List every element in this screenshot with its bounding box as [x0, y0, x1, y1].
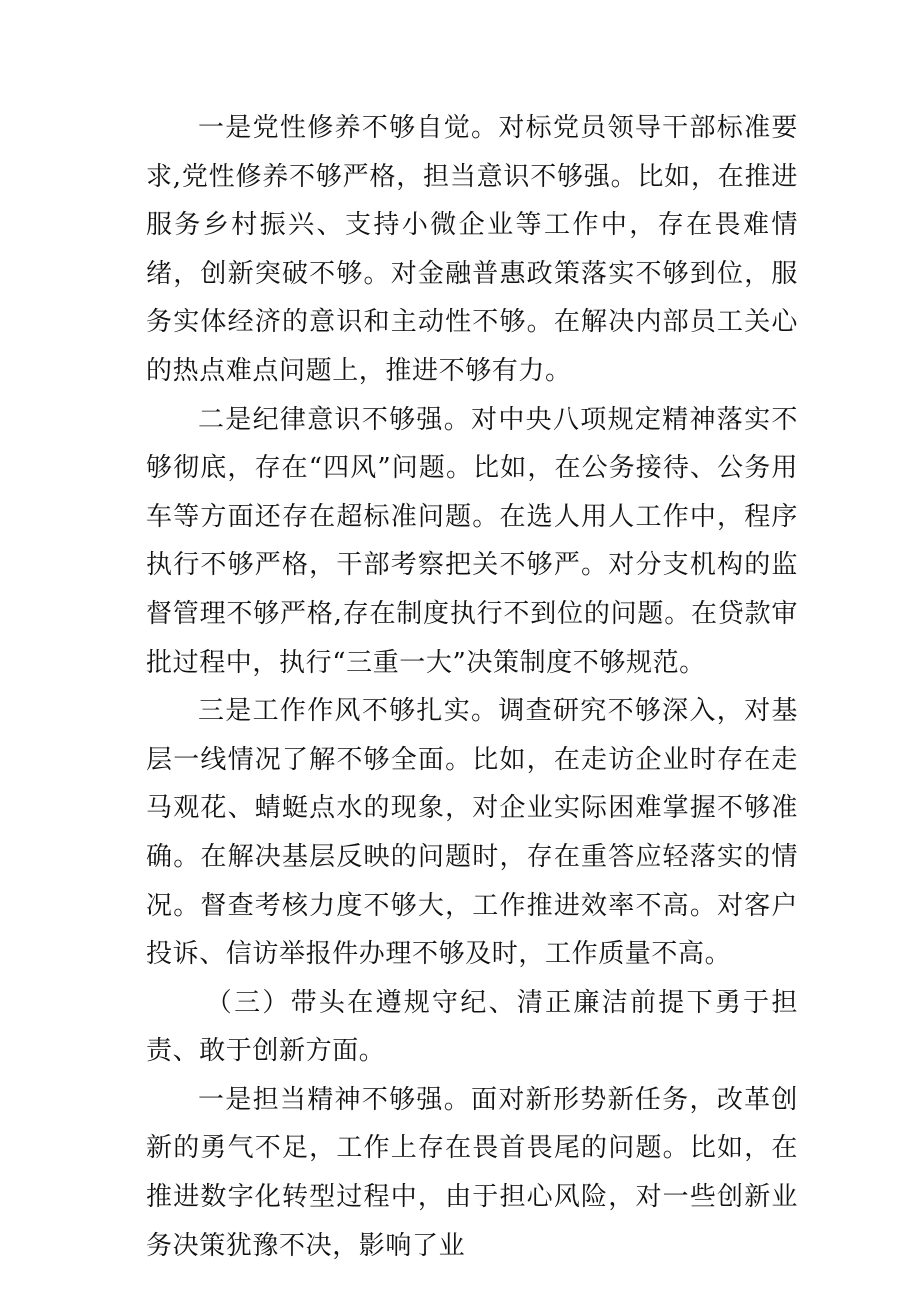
paragraph-work-style: 三是工作作风不够扎实。调查研究不够深入，对基层一线情况了解不够全面。比如，在走访企业时存在走马观花、蜻蜓点水的现象，对企业实际困难掌握不够准确。在解决基层反映的问题时，存在重答应轻落实的情况。督查考核力度不够大，工作推进效率不高。对客户投诉、信访举报件办理不够及时，工作质量不高。 [146, 696, 798, 970]
section-heading-three: （三）带头在遵规守纪、清正廉洁前提下勇于担责、敢于创新方面。 [146, 987, 798, 1067]
paragraph-responsibility: 一是担当精神不够强。面对新形势新任务，改革创新的勇气不足，工作上存在畏首畏尾的问题。比如，在推进数字化转型过程中，由于担心风险，对一些创新业务决策犹豫不决，影响了业 [146, 1084, 798, 1261]
paragraph-party-spirit: 一是党性修养不够自觉。对标党员领导干部标准要求,党性修养不够严格，担当意识不够强。比如，在推进服务乡村振兴、支持小微企业等工作中，存在畏难情绪，创新突破不够。对金融普惠政策落实不够到位，服务实体经济的意识和主动性不够。在解决内部员工关心的热点难点问题上，推进不够有力。 [146, 113, 798, 386]
paragraph-discipline: 二是纪律意识不够强。对中央八项规定精神落实不够彻底，存在“四风”问题。比如，在公务接待、公务用车等方面还存在超标准问题。在选人用人工作中，程序执行不够严格，干部考察把关不够严。对分支机构的监督管理不够严格,存在制度执行不到位的问题。在贷款审批过程中，执行“三重一大”决策制度不够规范。 [146, 404, 798, 678]
document-body [146, 104, 798, 1270]
